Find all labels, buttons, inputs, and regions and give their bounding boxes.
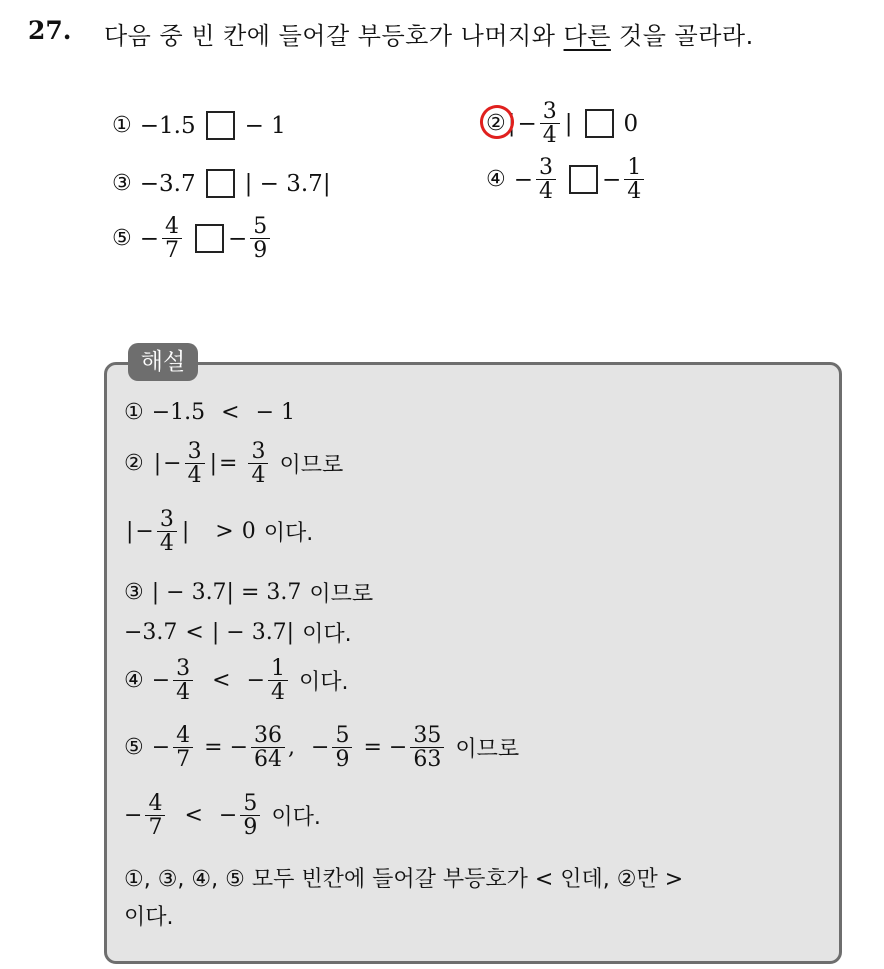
solution-line-6: ④ − $\frac{3}{4}$ < − $\frac{1}{4}$ 이다.: [124, 656, 349, 706]
fraction: $\frac{4}{7}$: [173, 724, 193, 771]
option-2[interactable]: ② | − $\frac{3}{4}$ | 0: [486, 100, 638, 147]
blank-box: [206, 111, 235, 140]
fraction: $\frac{35}{63}$: [410, 724, 444, 771]
solution-line-1: ① −1.5 < − 1: [124, 400, 296, 425]
selected-circle-mark: [476, 101, 518, 143]
fraction: $\frac{1}{4}$: [268, 657, 288, 704]
fraction: $\frac{3}{4}$: [173, 657, 193, 704]
fraction: $\frac{5}{9}$: [250, 215, 270, 262]
solution-line-8: − $\frac{4}{7}$ < − $\frac{5}{9}$ 이다.: [124, 791, 321, 841]
blank-box: [206, 169, 235, 198]
fraction: $\frac{5}{9}$: [332, 724, 352, 771]
fraction: $\frac{1}{4}$: [624, 156, 644, 203]
fraction: $\frac{3}{4}$: [157, 508, 177, 555]
solution-line-2: ② | − $\frac{3}{4}$ | = $\frac{3}{4}$ 이므로: [124, 439, 344, 489]
option-1-left: −1.5: [139, 112, 196, 139]
option-3[interactable]: ③ −3.7 | − 3.7|: [112, 170, 331, 197]
underlined-word: 다른: [563, 22, 611, 50]
question-number: 27.: [28, 16, 72, 45]
fraction: $\frac{3}{4}$: [540, 100, 560, 147]
blank-box: [585, 109, 614, 138]
fraction: $\frac{3}{4}$: [185, 440, 205, 487]
fraction: $\frac{3}{4}$: [248, 440, 268, 487]
blank-box: [195, 224, 224, 253]
blank-box: [569, 165, 598, 194]
solution-conclusion: ①, ③, ④, ⑤ 모두 빈칸에 들어갈 부등호가 < 인데, ②만 >: [124, 867, 684, 892]
solution-line-3: | − $\frac{3}{4}$ | > 0 이다.: [126, 507, 314, 557]
solution-line-7: ⑤ − $\frac{4}{7}$ = − $\frac{36}{64}$ , − $\frac{5}{9}$ = − $\frac{35}{63}$ 이므로: [124, 723, 520, 773]
solution-conclusion-end: 이다.: [124, 905, 174, 930]
solution-tag: 해설: [128, 343, 198, 381]
option-5[interactable]: ⑤ − $\frac{4}{7}$ − $\frac{5}{9}$: [112, 215, 273, 262]
option-4[interactable]: ④ − $\frac{3}{4}$ − $\frac{1}{4}$: [486, 156, 647, 203]
fraction: $\frac{36}{64}$: [251, 724, 285, 771]
question-text: 다음 중 빈 칸에 들어갈 부등호가 나머지와 다른 것을 골라라.: [104, 22, 754, 50]
fraction: $\frac{3}{4}$: [536, 156, 556, 203]
option-1[interactable]: ① −1.5 − 1: [112, 112, 286, 139]
fraction: $\frac{5}{9}$: [240, 792, 260, 839]
fraction: $\frac{4}{7}$: [162, 215, 182, 262]
solution-line-4: ③ | − 3.7| = 3.7 이므로: [124, 580, 374, 607]
solution-line-5: −3.7 < | − 3.7| 이다.: [124, 620, 352, 647]
option-1-right: − 1: [244, 112, 286, 139]
fraction: $\frac{4}{7}$: [145, 792, 165, 839]
